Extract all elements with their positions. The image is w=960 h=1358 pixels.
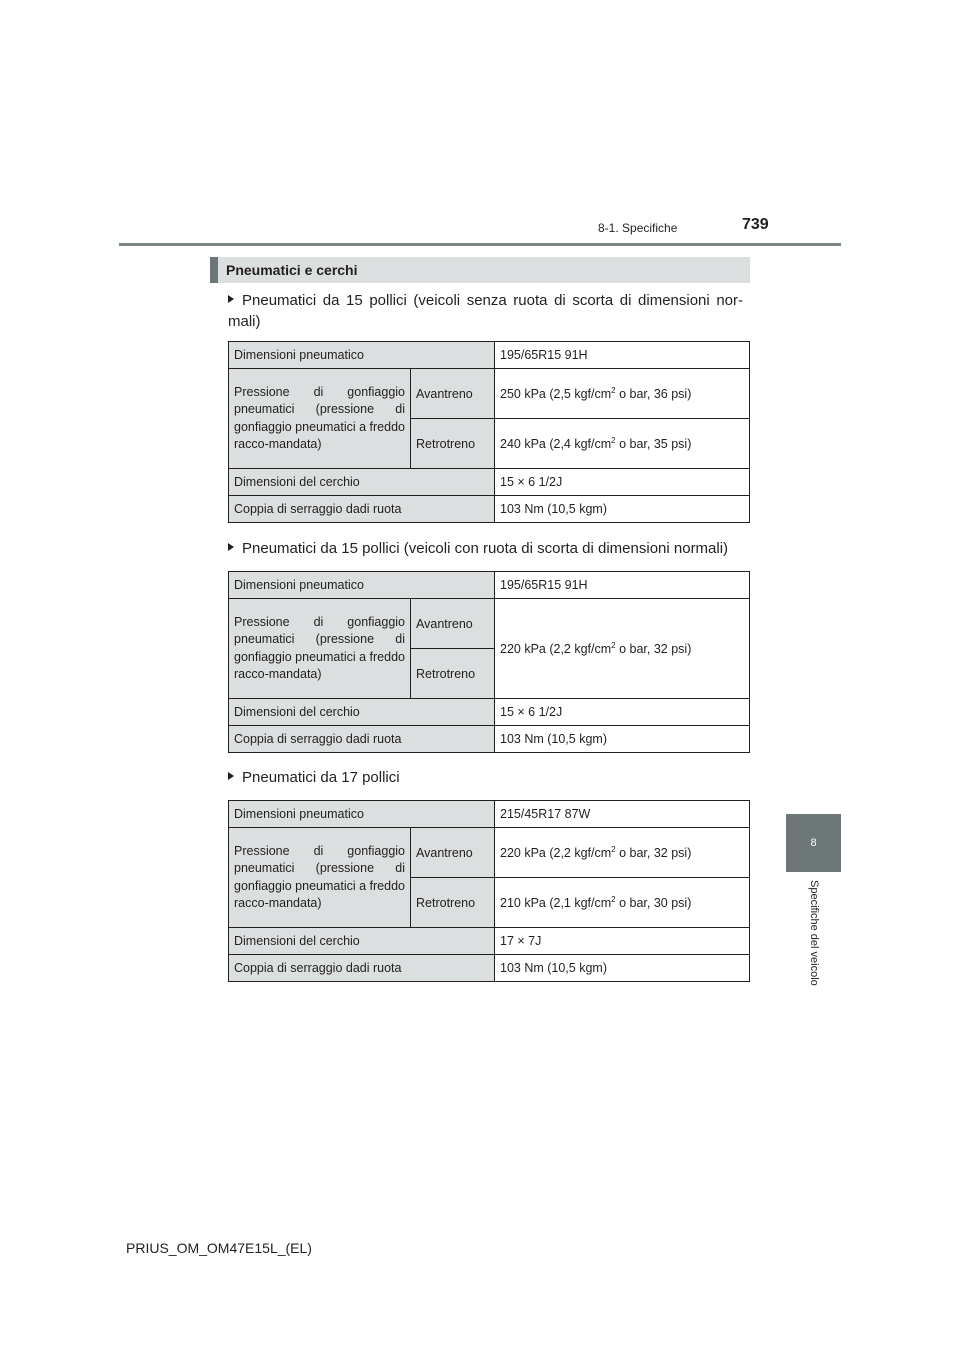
document-code: PRIUS_OM_OM47E15L_(EL) <box>126 1240 312 1256</box>
torque-value: 103 Nm (10,5 kgm) <box>495 726 750 753</box>
spec-table-15in-with-spare <box>228 571 750 753</box>
torque-label: Coppia di serraggio dadi ruota <box>229 726 495 753</box>
table-row <box>229 496 750 523</box>
rim-size-value: 17 × 7J <box>495 928 750 955</box>
chapter-tab: 8 <box>786 814 841 872</box>
rim-size-label: Dimensioni del cerchio <box>229 469 495 496</box>
rim-size-label: Dimensioni del cerchio <box>229 928 495 955</box>
bullet-15in-no-spare <box>228 290 743 332</box>
front-label: Avantreno <box>411 828 495 878</box>
rim-size-value: 15 × 6 1/2J <box>495 699 750 726</box>
table-row <box>229 469 750 496</box>
rear-pressure-value: 240 kPa (2,4 kgf/$cm^2$ o bar, 35 psi) <box>495 419 750 469</box>
pressure-label: Pressione di gonfiaggio pneumatici (pressione di gonfiaggio pneumatici a freddo racco-mandata) <box>229 828 411 928</box>
bullet-17in <box>228 767 400 788</box>
front-label: Avantreno <box>411 599 495 649</box>
bullet-triangle-icon <box>228 295 234 303</box>
rear-label: Retrotreno <box>411 649 495 699</box>
pressure-label: Pressione di gonfiaggio pneumatici (pressione di gonfiaggio pneumatici a freddo racco-mandata) <box>229 599 411 699</box>
table-row <box>229 801 750 828</box>
section-title <box>210 257 750 283</box>
rear-pressure-value: 210 kPa (2,1 kgf/$cm^2$ o bar, 30 psi) <box>495 878 750 928</box>
table-row <box>229 955 750 982</box>
bullet-text: Pneumatici da 15 pollici (veicoli senza ruota di scorta di dimensioni nor-mali) <box>228 292 743 330</box>
section-title-text: Pneumatici e cerchi <box>226 262 358 278</box>
chapter-label-text: Specifiche del veicolo <box>808 880 820 986</box>
chapter-label <box>802 880 822 1010</box>
page-number: 739 <box>742 216 769 233</box>
rear-label: Retrotreno <box>411 878 495 928</box>
tire-size-value: 215/45R17 87W <box>495 801 750 828</box>
table-row <box>229 572 750 599</box>
rim-size-value: 15 × 6 1/2J <box>495 469 750 496</box>
table-row <box>229 928 750 955</box>
header-rule <box>119 243 841 246</box>
bullet-15in-with-spare <box>228 538 728 559</box>
front-label: Avantreno <box>411 369 495 419</box>
torque-label: Coppia di serraggio dadi ruota <box>229 496 495 523</box>
table-row <box>229 726 750 753</box>
table-row <box>229 369 750 419</box>
spec-table-17in <box>228 800 750 982</box>
table-row <box>229 699 750 726</box>
pressure-label: Pressione di gonfiaggio pneumatici (pressione di gonfiaggio pneumatici a freddo racco-mandata) <box>229 369 411 469</box>
bullet-text: Pneumatici da 15 pollici (veicoli con ruota di scorta di dimensioni normali) <box>242 540 729 557</box>
bullet-triangle-icon <box>228 543 234 551</box>
torque-value: 103 Nm (10,5 kgm) <box>495 955 750 982</box>
torque-value: 103 Nm (10,5 kgm) <box>495 496 750 523</box>
pressure-value: 220 kPa (2,2 kgf/$cm^2$ o bar, 32 psi) <box>495 599 750 699</box>
rear-label: Retrotreno <box>411 419 495 469</box>
tire-size-value: 195/65R15 91H <box>495 572 750 599</box>
table-row <box>229 342 750 369</box>
front-pressure-value: 220 kPa (2,2 kgf/$cm^2$ o bar, 32 psi) <box>495 828 750 878</box>
rim-size-label: Dimensioni del cerchio <box>229 699 495 726</box>
bullet-text: Pneumatici da 17 pollici <box>242 769 400 786</box>
tire-size-label: Dimensioni pneumatico <box>229 572 495 599</box>
section-heading: 8-1. Specifiche <box>598 221 678 235</box>
front-pressure-value: 250 kPa (2,5 kgf/$cm^2$ o bar, 36 psi) <box>495 369 750 419</box>
torque-label: Coppia di serraggio dadi ruota <box>229 955 495 982</box>
bullet-triangle-icon <box>228 772 234 780</box>
tire-size-label: Dimensioni pneumatico <box>229 342 495 369</box>
tire-size-label: Dimensioni pneumatico <box>229 801 495 828</box>
tire-size-value: 195/65R15 91H <box>495 342 750 369</box>
spec-table-15in-no-spare <box>228 341 750 523</box>
table-row <box>229 828 750 878</box>
table-row <box>229 599 750 649</box>
